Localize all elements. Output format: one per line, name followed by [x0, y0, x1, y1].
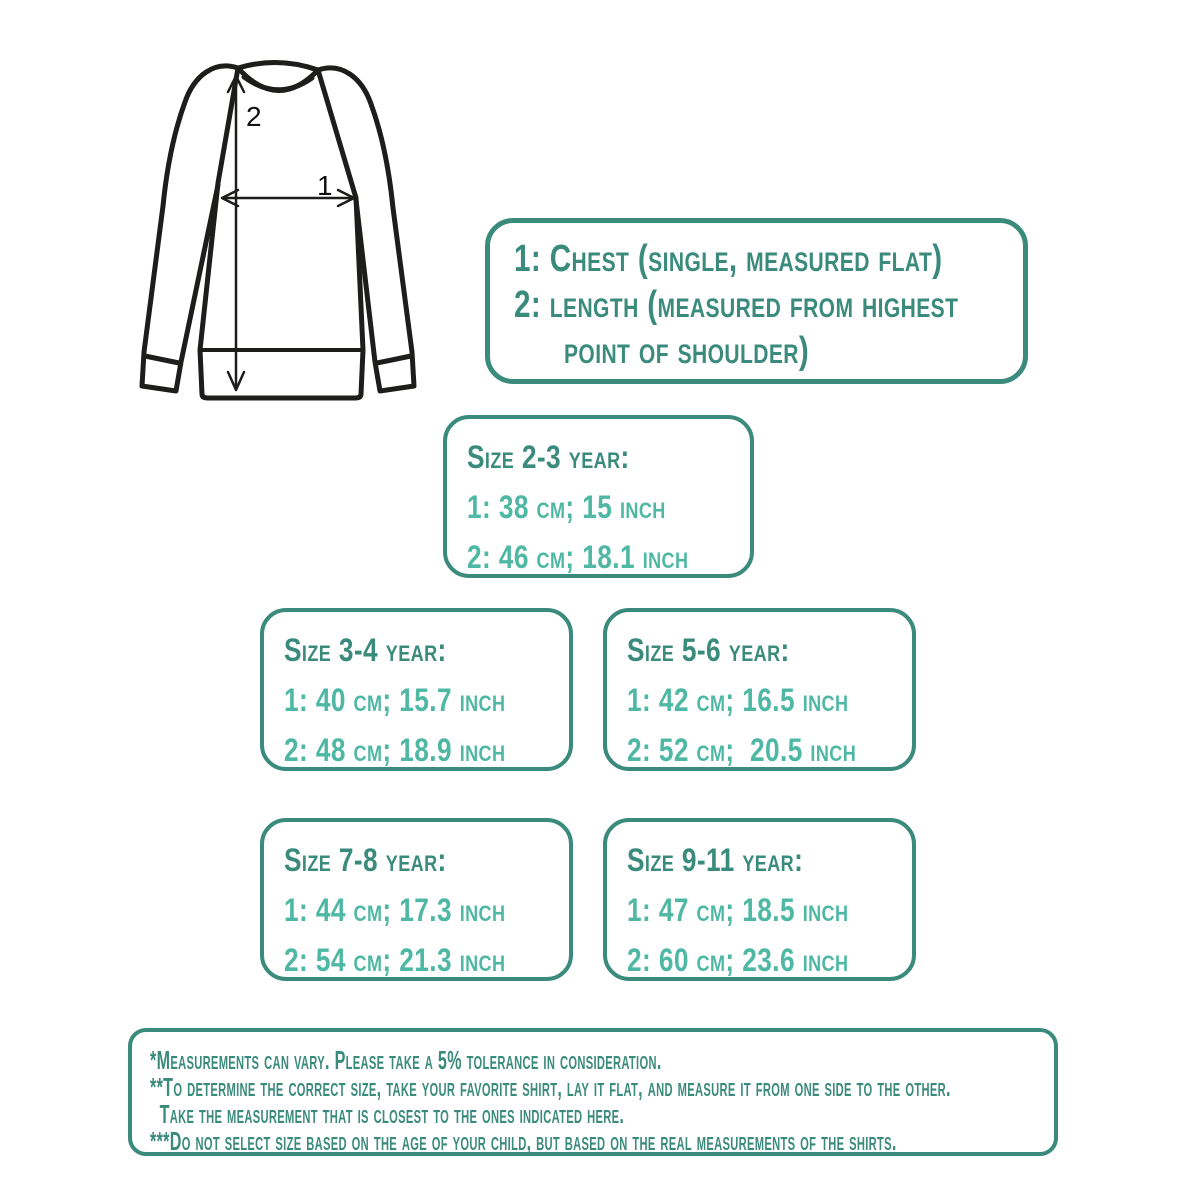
length-arrow-label: 2	[246, 101, 262, 132]
size-card-7-8-year	[260, 818, 573, 981]
size-card-length: 2: 60 cm; 23.6 inch	[627, 942, 849, 978]
size-card-2-3-year	[443, 415, 754, 578]
note-how-to-measure-cont: Take the measurement that is closest to the ones indicated here.	[150, 1099, 625, 1129]
size-card-chest: 1: 38 cm; 15 inch	[467, 489, 666, 525]
size-card-5-6-year	[603, 608, 916, 771]
sweater-diagram	[138, 56, 438, 406]
size-card-chest: 1: 44 cm; 17.3 inch	[284, 892, 506, 928]
notes-box	[128, 1028, 1058, 1156]
size-card-9-11-year	[603, 818, 916, 981]
size-card-length: 2: 46 cm; 18.1 inch	[467, 539, 689, 575]
size-card-title: Size 9-11 year:	[627, 842, 804, 878]
size-card-chest: 1: 47 cm; 18.5 inch	[627, 892, 849, 928]
size-card-length: 2: 52 cm; 20.5 inch	[627, 732, 857, 768]
legend-box	[485, 218, 1028, 384]
size-card-title: Size 2-3 year:	[467, 439, 630, 475]
size-card-title: Size 3-4 year:	[284, 632, 447, 668]
note-age-warning: ***Do not select size based on the age of your child, but based on the real measurements of the shirts.	[150, 1126, 897, 1156]
size-card-length: 2: 54 cm; 21.3 inch	[284, 942, 506, 978]
chest-arrow	[222, 190, 354, 206]
size-card-length: 2: 48 cm; 18.9 inch	[284, 732, 506, 768]
legend-line-length-cont: point of shoulder)	[564, 330, 810, 372]
note-how-to-measure: **To determine the correct size, take your favorite shirt, lay it flat, and measure it from one side to the other.	[150, 1072, 951, 1102]
size-card-chest: 1: 42 cm; 16.5 inch	[627, 682, 849, 718]
legend-line-length: 2: length (measured from highest	[514, 284, 959, 326]
sweater-outline	[142, 62, 414, 398]
size-card-chest: 1: 40 cm; 15.7 inch	[284, 682, 506, 718]
size-card-title: Size 5-6 year:	[627, 632, 790, 668]
size-card-3-4-year	[260, 608, 573, 771]
legend-line-chest: 1: Chest (single, measured flat)	[514, 238, 943, 280]
chest-arrow-label: 1	[317, 170, 333, 201]
note-tolerance: *Measurements can vary. Please take a 5% tolerance in consideration.	[150, 1045, 662, 1075]
size-card-title: Size 7-8 year:	[284, 842, 447, 878]
